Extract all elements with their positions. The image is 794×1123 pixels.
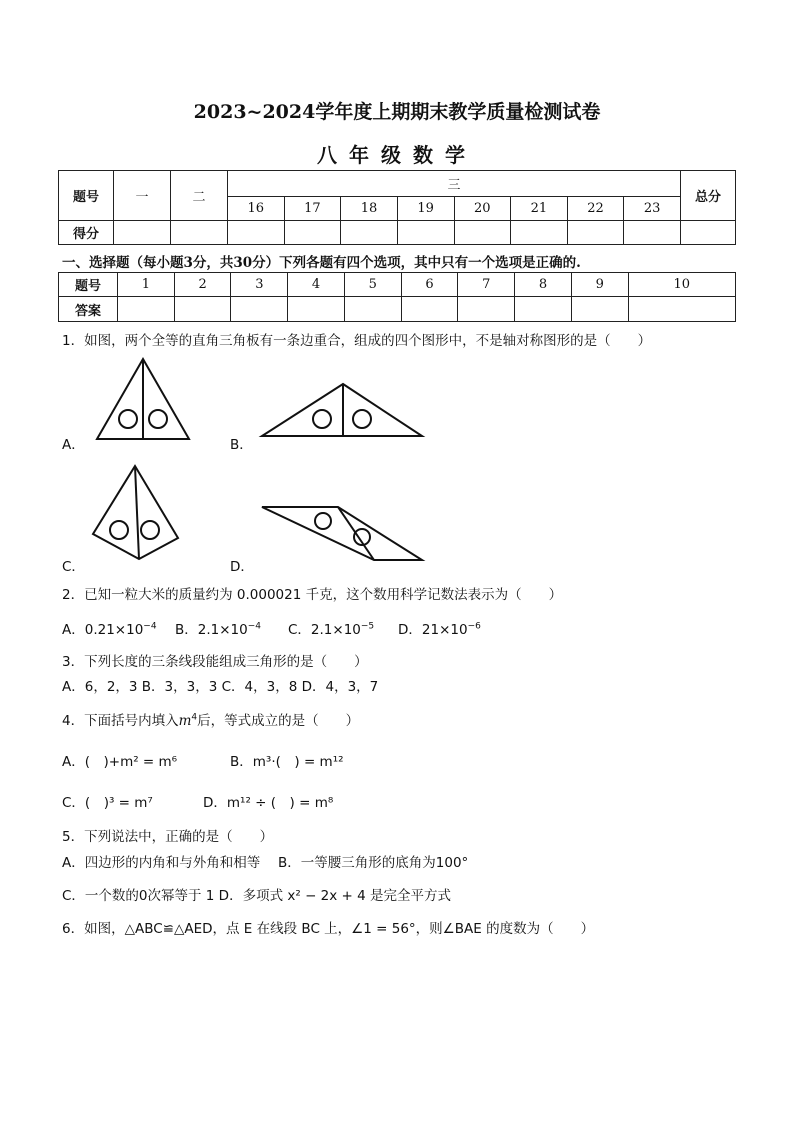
question-6-stem: 6．如图，△ABC≌△AED，点 E 在线段 BC 上，∠1 = 56°，则∠BAE 的度数为（ ） bbox=[62, 921, 595, 937]
score-sub-21: 21 bbox=[511, 197, 568, 221]
score-sub-22: 22 bbox=[567, 197, 624, 221]
question-3-options[interactable]: A．6，2，3 B．3，3，3 C．4，3，8 D．4，3，7 bbox=[62, 679, 379, 695]
question-1-option-d[interactable]: D． bbox=[230, 559, 254, 575]
score-col-two: 二 bbox=[171, 171, 228, 221]
score-sub-20: 20 bbox=[454, 197, 511, 221]
question-4-option-d[interactable]: D．m¹² ÷ ( ) = m⁸ bbox=[203, 795, 334, 811]
question-4-stem-post: 后，等式成立的是（ ） bbox=[197, 713, 360, 729]
answer-num-8: 8 bbox=[515, 273, 572, 297]
question-2-option-b[interactable] bbox=[175, 618, 261, 638]
answer-num-2: 2 bbox=[174, 273, 231, 297]
question-4-option-a[interactable]: A．( )+m² = m⁶ bbox=[62, 754, 178, 770]
score-sub-19: 19 bbox=[397, 197, 454, 221]
figure-a bbox=[97, 359, 189, 439]
answer-num-3: 3 bbox=[231, 273, 288, 297]
score-total: 总分 bbox=[681, 171, 736, 221]
exam-subtitle: 八年级数学 bbox=[317, 143, 477, 167]
score-sub-23: 23 bbox=[624, 197, 681, 221]
answer-num-9: 9 bbox=[571, 273, 628, 297]
question-2-option-a-base: A．0.21×10 bbox=[62, 622, 144, 638]
question-1-option-c[interactable]: C． bbox=[62, 559, 85, 575]
question-2-option-d-base: D．21×10 bbox=[398, 622, 468, 638]
figure-b bbox=[262, 384, 422, 436]
question-5-options-cd[interactable]: C．一个数的0次幂等于 1 D．多项式 x² − 2x + 4 是完全平方式 bbox=[62, 888, 452, 904]
question-4-stem bbox=[62, 709, 359, 729]
question-2-option-d[interactable] bbox=[398, 618, 481, 638]
section-one-heading: 一、选择题（每小题3分，共30分）下列各题有四个选项，其中只有一个选项是正确的. bbox=[62, 255, 581, 271]
answer-num-7: 7 bbox=[458, 273, 515, 297]
question-2-option-a[interactable] bbox=[62, 618, 157, 638]
question-1-option-a[interactable]: A． bbox=[62, 437, 85, 453]
question-2-option-a-exp: −4 bbox=[143, 621, 157, 632]
question-2-option-c-base: C．2.1×10 bbox=[288, 622, 361, 638]
question-4-stem-m: m bbox=[178, 713, 192, 729]
question-3-stem: 3．下列长度的三条线段能组成三角形的是（ ） bbox=[62, 654, 368, 670]
question-2-option-d-exp: −6 bbox=[467, 621, 481, 632]
question-4-stem-exp: 4 bbox=[191, 712, 198, 723]
question-2-option-b-base: B．2.1×10 bbox=[175, 622, 248, 638]
question-4-option-b[interactable]: B．m³·( ) = m¹² bbox=[230, 754, 344, 770]
figure-c bbox=[93, 466, 178, 559]
score-sub-17: 17 bbox=[284, 197, 341, 221]
answer-num-6: 6 bbox=[401, 273, 458, 297]
score-col-one: 一 bbox=[114, 171, 171, 221]
question-2-option-c[interactable] bbox=[288, 618, 374, 638]
answer-num-4: 4 bbox=[288, 273, 345, 297]
question-2-option-c-exp: −5 bbox=[360, 621, 375, 632]
question-2-option-b-exp: −4 bbox=[247, 621, 262, 632]
score-col-three: 三 bbox=[228, 171, 681, 197]
figure-d bbox=[262, 507, 422, 560]
exam-title: 2023~2024学年度上期期末教学质量检测试卷 bbox=[193, 101, 601, 123]
score-sub-16: 16 bbox=[228, 197, 285, 221]
answer-row-label: 答案 bbox=[59, 297, 118, 322]
answer-num-5: 5 bbox=[344, 273, 401, 297]
question-1-stem: 1．如图，两个全等的直角三角板有一条边重合，组成的四个图形中，不是轴对称图形的是（ ） bbox=[62, 333, 652, 349]
question-4-stem-pre: 4．下面括号内填入 bbox=[62, 713, 179, 729]
score-sub-18: 18 bbox=[341, 197, 398, 221]
question-5-options-ab[interactable]: A．四边形的内角和与外角和相等 B．一等腰三角形的底角为100° bbox=[62, 855, 469, 871]
question-5-stem: 5．下列说法中，正确的是（ ） bbox=[62, 829, 274, 845]
answer-num-10: 10 bbox=[628, 273, 735, 297]
score-row-label: 得分 bbox=[59, 221, 114, 245]
question-2-stem: 2．已知一粒大米的质量约为 0.000021 千克，这个数用科学记数法表示为（ ） bbox=[62, 587, 563, 603]
answer-num-1: 1 bbox=[118, 273, 175, 297]
question-4-option-c[interactable]: C．( )³ = m⁷ bbox=[62, 795, 153, 811]
question-1-option-b[interactable]: B． bbox=[230, 437, 253, 453]
answer-header-label: 题号 bbox=[59, 273, 118, 297]
score-header-label: 题号 bbox=[59, 171, 114, 221]
